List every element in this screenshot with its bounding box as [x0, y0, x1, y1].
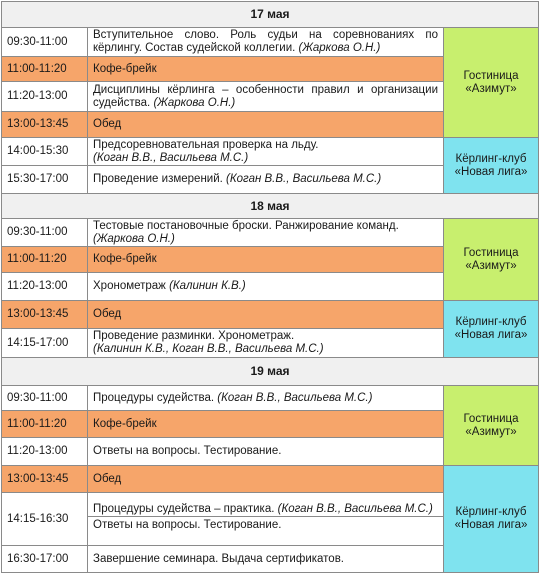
- time-cell: 11:00-11:20: [2, 411, 88, 438]
- table-row: [2, 219, 539, 247]
- speakers-text: (Калинин К.В.): [169, 280, 246, 292]
- speakers-text: (Жаркова О.Н.): [298, 42, 381, 54]
- time-cell: 09:30-11:00: [2, 386, 88, 411]
- time-cell: 15:30-17:00: [2, 166, 88, 194]
- venue-line1: Гостиница: [463, 246, 519, 259]
- activity-text: Обед: [93, 308, 122, 320]
- time-cell: 14:15-17:00: [2, 329, 88, 358]
- activity-cell: [88, 466, 444, 493]
- speakers-text: (Жаркова О.Н.): [153, 96, 236, 109]
- venue-line2: «Азимут»: [465, 259, 517, 272]
- time-cell: 11:20-13:00: [2, 438, 88, 466]
- activity-text: Вступительное слово. Роль судьи на соревнованиях по кёрлингу. Состав судейской коллегии.: [93, 29, 438, 54]
- activity-text: Ответы на вопросы. Тестирование.: [93, 445, 282, 457]
- time-cell: 09:30-11:00: [2, 28, 88, 57]
- day-header-row: [2, 194, 539, 219]
- venue-club: [444, 138, 539, 194]
- activity-cell: [88, 329, 444, 358]
- speakers-text: (Коган В.В., Васильева М.С.): [217, 391, 373, 404]
- venue-club: [444, 466, 539, 573]
- activity-text: Ответы на вопросы. Тестирование.: [93, 518, 282, 531]
- speakers-text: (Коган В.В., Васильева М.С.): [93, 151, 249, 164]
- venue-line2: «Новая лига»: [454, 519, 528, 531]
- activity-cell: [88, 386, 444, 411]
- venue-line2: «Азимут»: [465, 425, 517, 438]
- venue-line2: «Азимут»: [465, 82, 517, 95]
- venue-club: [444, 301, 539, 358]
- activity-cell: [88, 301, 444, 329]
- venue-line2: «Новая лига»: [454, 329, 528, 341]
- venue-hotel: [444, 219, 539, 301]
- venue-line1: Гостиница: [463, 412, 519, 425]
- time-cell: 13:00-13:45: [2, 466, 88, 493]
- activity-text: Кофе-брейк: [93, 253, 157, 265]
- activity-cell: [88, 82, 444, 112]
- activity-cell: [88, 219, 444, 247]
- activity-text: Кофе-брейк: [93, 62, 157, 75]
- activity-cell: [88, 273, 444, 301]
- activity-cell: [88, 166, 444, 194]
- time-cell: 11:20-13:00: [2, 273, 88, 301]
- activity-text: Проведение измерений.: [93, 173, 227, 185]
- venue-line1: Кёрлинг-клуб: [455, 506, 527, 518]
- table-row: [2, 301, 539, 329]
- speakers-text: (Коган В.В., Васильева М.С.): [277, 502, 433, 515]
- activity-text: Тестовые постановочные броски. Ранжирование команд.: [93, 219, 399, 232]
- venue-line1: Гостиница: [463, 69, 519, 82]
- activity-text: Процедуры судейства – практика.: [93, 502, 278, 515]
- table-row: [2, 138, 539, 166]
- schedule-table: [1, 1, 539, 573]
- day-header-row: [2, 358, 539, 386]
- activity-text: Хронометраж: [93, 280, 170, 292]
- activity-text-block: [93, 503, 438, 516]
- speakers-text: (Калинин К.В., Коган В.В., Васильева М.С.): [93, 343, 324, 355]
- time-cell: 09:30-11:00: [2, 219, 88, 247]
- day-title: 19 мая: [2, 358, 539, 386]
- table-row: [2, 28, 539, 57]
- venue-line1: Кёрлинг-клуб: [455, 316, 527, 328]
- activity-cell: [88, 438, 444, 466]
- activity-text: Обед: [93, 118, 122, 130]
- activity-cell: [88, 411, 444, 438]
- activity-text: Предсоревновательная проверка на льду.: [93, 138, 319, 151]
- time-cell: 11:20-13:00: [2, 82, 88, 112]
- day-title: 17 мая: [2, 2, 539, 28]
- time-cell: 11:00-11:20: [2, 57, 88, 82]
- activity-cell: [88, 28, 444, 57]
- activity-cell: [88, 138, 444, 166]
- venue-line1: Кёрлинг-клуб: [455, 152, 527, 165]
- time-cell: 16:30-17:00: [2, 546, 88, 573]
- activity-cell: [88, 546, 444, 573]
- activity-text: Кофе-брейк: [93, 417, 157, 430]
- time-cell: 11:00-11:20: [2, 247, 88, 273]
- activity-text: Обед: [93, 472, 122, 485]
- activity-text: Проведение разминки. Хронометраж.: [93, 330, 295, 342]
- venue-hotel: [444, 28, 539, 138]
- venue-line2: «Новая лига»: [454, 165, 528, 178]
- speakers-text: (Коган В.В., Васильева М.С.): [226, 173, 382, 185]
- table-row: [2, 386, 539, 411]
- activity-cell: [88, 493, 444, 546]
- table-row: [2, 466, 539, 493]
- speakers-text: (Жаркова О.Н.): [93, 232, 175, 245]
- activity-cell: [88, 57, 444, 82]
- venue-hotel: [444, 386, 539, 466]
- day-title: 18 мая: [2, 194, 539, 219]
- activity-cell: [88, 112, 444, 138]
- activity-text: Завершение семинара. Выдача сертификатов.: [93, 552, 345, 565]
- day-header-row: [2, 2, 539, 28]
- time-cell: 13:00-13:45: [2, 112, 88, 138]
- activity-text: Процедуры судейства.: [93, 391, 218, 404]
- activity-cell: [88, 247, 444, 273]
- activity-text: Дисциплины кёрлинга – особенности правил и организации судейства.: [93, 83, 438, 109]
- time-cell: 14:00-15:30: [2, 138, 88, 166]
- time-cell: 14:15-16:30: [2, 493, 88, 546]
- time-cell: 13:00-13:45: [2, 301, 88, 329]
- activity-text-block: [88, 516, 443, 536]
